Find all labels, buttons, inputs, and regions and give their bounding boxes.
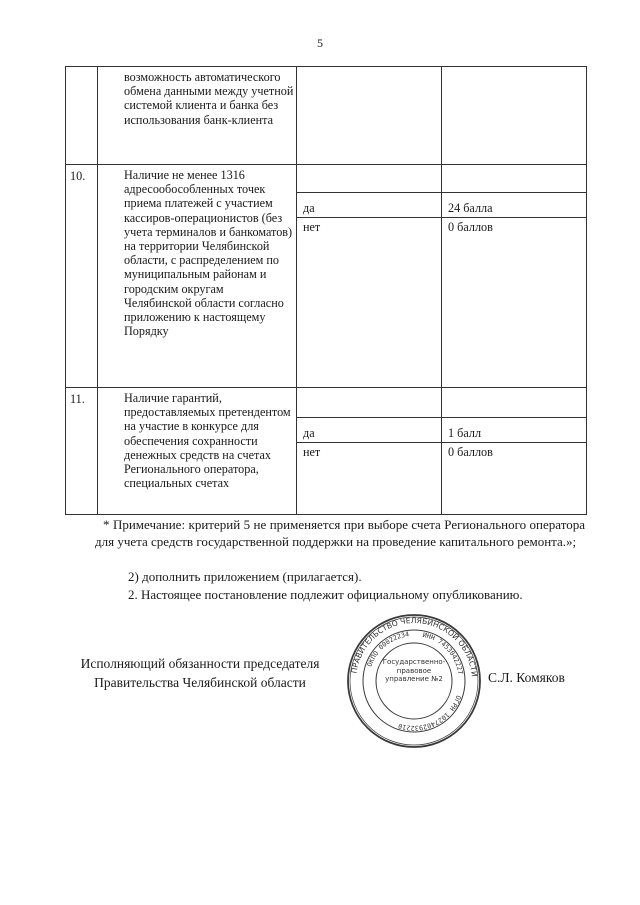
option-points: 0 баллов bbox=[442, 218, 587, 388]
page-number: 5 bbox=[317, 36, 323, 50]
points-empty bbox=[442, 165, 587, 193]
option-label: нет bbox=[297, 218, 442, 388]
seal-center-text: Государственно-правовое управление №2 bbox=[382, 658, 446, 683]
option-empty bbox=[297, 165, 442, 193]
signatory-name: С.Л. Комяков bbox=[488, 670, 565, 685]
signatory-position bbox=[60, 654, 340, 692]
publication-clause: 2. Настоящее постановление подлежит официальному опубликованию. bbox=[128, 587, 523, 602]
option-empty bbox=[297, 67, 442, 165]
amendment-item: 2) дополнить приложением (прилагается). bbox=[128, 569, 362, 584]
row-number: 10. bbox=[66, 165, 98, 388]
table-row bbox=[66, 165, 587, 193]
seal-outer-text: ПРАВИТЕЛЬСТВО ЧЕЛЯБИНСКОЙ ОБЛАСТИ bbox=[349, 615, 479, 678]
option-label: да bbox=[297, 193, 442, 218]
option-label: нет bbox=[297, 443, 442, 515]
row-number: 11. bbox=[66, 388, 98, 515]
seal-okpo: ОКПО 00022234 bbox=[365, 630, 410, 668]
signatory-position-line1: Исполняющий обязанности председателя bbox=[80, 656, 320, 671]
footnote: * Примечание: критерий 5 не применяется при выборе счета Регионального оператора для учета средств государственной поддержки на проведение капитального ремонта.»; bbox=[95, 517, 585, 549]
criterion-text: Наличие не менее 1316 адресообособленных точек приема платежей с участием кассиров-операционистов (без учета терминалов и банкоматов) на территории Челябинской области, с распределением по муниципальным районам и городским округам Челябинской области согласно приложению к настоящему Порядку bbox=[98, 165, 297, 388]
table-row bbox=[66, 67, 587, 165]
row-number-empty bbox=[66, 67, 98, 165]
signatory-position-line2: Правительства Челябинской области bbox=[94, 675, 306, 690]
option-empty bbox=[297, 388, 442, 418]
seal-inn: ИНН 7453042227 bbox=[421, 630, 465, 676]
criterion-text: возможность автоматического обмена данными между учетной системой клиента и банка без использования банк-клиента bbox=[98, 67, 297, 165]
option-points: 0 баллов bbox=[442, 443, 587, 515]
option-points: 24 балла bbox=[442, 193, 587, 218]
criteria-table bbox=[65, 66, 587, 515]
seal-ogrn: ОГРН 1027402932210 bbox=[397, 694, 463, 733]
points-empty bbox=[442, 388, 587, 418]
official-seal bbox=[345, 612, 483, 750]
criterion-text: Наличие гарантий, предоставляемых претендентом на участие в конкурсе для обеспечения сохранности денежных средств на счетах Регионального оператора, специальных счетах bbox=[98, 388, 297, 515]
table-row bbox=[66, 388, 587, 418]
points-empty bbox=[442, 67, 587, 165]
option-points: 1 балл bbox=[442, 418, 587, 443]
option-label: да bbox=[297, 418, 442, 443]
